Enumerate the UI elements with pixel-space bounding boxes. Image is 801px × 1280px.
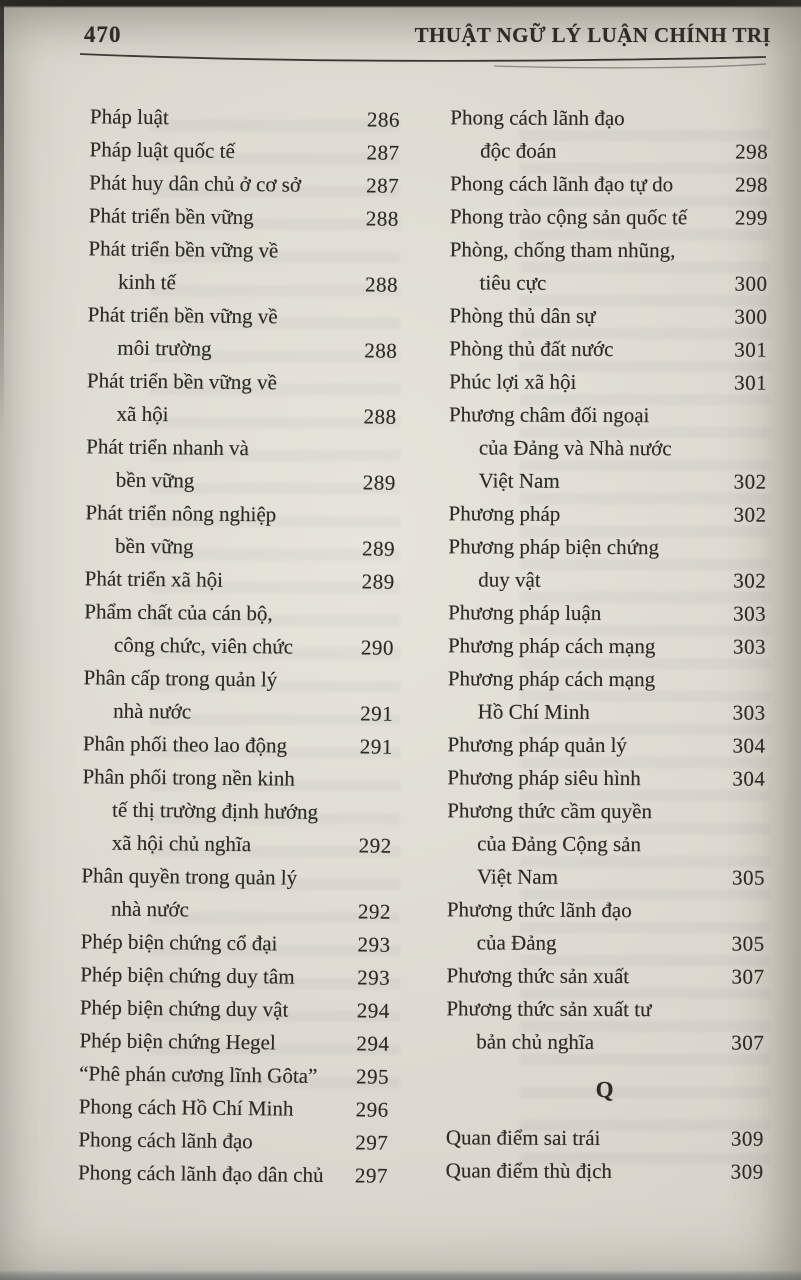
index-entry-line — [83, 661, 393, 698]
index-entry-line — [78, 1123, 388, 1160]
index-entry-line — [86, 397, 396, 434]
index-entry — [450, 167, 768, 201]
index-entry — [83, 661, 394, 731]
index-entry — [446, 959, 764, 993]
index-term: tế thị trường định hướng — [112, 797, 319, 824]
index-entry — [447, 728, 765, 762]
index-term: kinh tế — [117, 269, 177, 295]
index-term: Phong trào cộng sản quốc tế — [449, 204, 688, 230]
index-term: Phương pháp luận — [448, 600, 602, 625]
index-term: Phúc lợi xã hội — [449, 369, 577, 394]
index-term: Phương thức sản xuất tư — [446, 996, 652, 1022]
index-page-number: 304 — [732, 733, 766, 758]
index-term: Quan điểm thù địch — [445, 1158, 612, 1184]
index-page-number: 301 — [734, 337, 768, 362]
index-page-number: 300 — [734, 304, 768, 329]
index-entry-line — [80, 925, 390, 962]
index-entry — [448, 530, 766, 597]
index-page-number: 288 — [365, 206, 399, 231]
index-term: Phương châm đối ngoại — [448, 402, 650, 428]
index-page-number: 287 — [366, 173, 400, 198]
index-page-number: 302 — [733, 502, 767, 527]
photo-bottom-edge — [0, 1270, 801, 1280]
index-entry — [446, 1121, 764, 1155]
index-page-number: 289 — [361, 569, 395, 594]
index-entry — [448, 629, 766, 663]
index-entry-line — [88, 298, 398, 335]
index-term: Phân phối theo lao động — [82, 731, 288, 758]
index-page-number: 307 — [731, 964, 765, 989]
index-term: Phong cách lãnh đạo — [78, 1127, 253, 1154]
index-entry — [447, 794, 765, 894]
index-entry-line — [81, 859, 391, 896]
index-term: Phòng, chống tham nhũng, — [449, 237, 676, 263]
index-term: Phương pháp biện chứng — [448, 534, 660, 560]
index-entry — [89, 133, 399, 170]
index-term: nhà nước — [113, 698, 192, 724]
index-page-number: 286 — [366, 107, 401, 132]
index-entry-line — [86, 463, 396, 500]
index-page-number: 289 — [362, 470, 397, 495]
index-page-number: 304 — [732, 766, 766, 791]
photo-top-edge — [0, 0, 801, 8]
index-entry-line — [85, 562, 395, 599]
index-entry — [80, 958, 390, 995]
running-title: THUẬT NGỮ LÝ LUẬN CHÍNH TRỊ — [414, 23, 771, 47]
index-page-number: 287 — [366, 140, 400, 165]
index-entry-line — [80, 958, 390, 995]
index-entry-line — [450, 266, 768, 300]
section-letter: Q — [595, 1076, 615, 1103]
index-entry-line — [88, 232, 398, 269]
index-entry — [446, 1154, 764, 1188]
index-entry-line — [90, 100, 400, 137]
photo-left-edge — [0, 0, 4, 430]
index-page-number: 309 — [730, 1126, 764, 1151]
index-term: môi trường — [117, 335, 212, 361]
index-term: Phương thức sản xuất — [446, 963, 630, 989]
index-column-right — [446, 101, 769, 1188]
index-entry — [87, 298, 398, 368]
index-entry — [449, 299, 767, 333]
index-page-number: 297 — [354, 1163, 389, 1188]
index-entry-line — [85, 496, 395, 533]
index-term: Hồ Chí Minh — [477, 699, 590, 724]
index-term: Phương pháp cách mạng — [447, 666, 656, 692]
index-entry-line — [446, 1121, 764, 1155]
index-entry-line — [87, 331, 397, 368]
index-entry — [449, 398, 767, 498]
index-entry-line — [80, 991, 390, 1028]
index-page-number: 291 — [360, 701, 394, 726]
index-entry — [448, 497, 766, 531]
index-entry-line — [79, 1057, 389, 1094]
index-page-number: 291 — [359, 734, 394, 759]
index-term: Việt Nam — [476, 864, 559, 889]
index-term: Phong cách Hồ Chí Minh — [78, 1094, 294, 1121]
index-term: bản chủ nghĩa — [476, 1029, 595, 1054]
index-page-number: 292 — [357, 899, 392, 924]
index-entry-line — [449, 398, 767, 432]
index-term: Phương thức cầm quyền — [447, 798, 653, 824]
index-page-number: 303 — [732, 700, 766, 725]
index-page-number: 290 — [360, 635, 395, 660]
index-term: của Đảng — [476, 930, 557, 955]
index-term: Phân quyền trong quản lý — [81, 863, 298, 890]
index-page-number: 296 — [355, 1097, 389, 1122]
index-entry-line — [450, 167, 768, 201]
index-page-number: 297 — [355, 1130, 389, 1155]
index-entry — [78, 1156, 388, 1193]
index-entry-line — [450, 200, 768, 234]
index-entry-line — [449, 332, 767, 366]
index-term: Phát triển bền vững — [88, 203, 254, 230]
index-entry-line — [448, 629, 766, 663]
index-entry — [448, 662, 766, 729]
index-page-number: 292 — [358, 833, 392, 858]
index-entry — [83, 727, 393, 764]
index-entry-line — [82, 826, 392, 863]
index-entry-line — [446, 959, 764, 993]
index-page-number: 298 — [734, 172, 769, 197]
index-term: của Đảng Cộng sản — [477, 831, 642, 857]
index-entry — [89, 199, 399, 236]
index-entry-line — [84, 628, 394, 665]
index-page-number: 305 — [731, 865, 766, 890]
index-entry — [448, 596, 766, 630]
index-page-number: 298 — [735, 139, 769, 164]
index-term: độc đoán — [480, 138, 557, 163]
index-page-number: 288 — [364, 272, 399, 297]
index-term: Phương pháp siêu hình — [447, 765, 641, 791]
index-entry-line — [448, 563, 766, 597]
index-entry-line — [79, 1024, 389, 1061]
index-page-number: 293 — [357, 965, 391, 990]
index-entry-line — [78, 1156, 388, 1193]
index-entry-line — [446, 1154, 764, 1188]
index-term: xã hội chủ nghĩa — [111, 830, 252, 857]
index-entry — [447, 893, 765, 960]
index-page-number: 302 — [733, 568, 767, 593]
index-page-number: 307 — [731, 1030, 765, 1055]
index-term: nhà nước — [110, 896, 190, 922]
index-term: Phép biện chứng Hegel — [79, 1028, 276, 1055]
index-entry-line — [449, 299, 767, 333]
index-entry-line — [446, 1025, 764, 1059]
index-entry — [447, 761, 765, 795]
index-entry — [80, 991, 390, 1028]
index-term: Phát huy dân chủ ở cơ sở — [89, 170, 302, 197]
index-entry-line — [83, 727, 393, 764]
index-entry — [90, 100, 400, 137]
index-term: Phòng thủ đất nước — [449, 336, 614, 362]
index-entry-line — [79, 1090, 389, 1127]
index-term: Phát triển bền vững về — [87, 302, 278, 329]
index-term: duy vật — [478, 567, 541, 592]
index-term: Phẩm chất của cán bộ, — [84, 599, 273, 626]
index-term: Phát triển xã hội — [84, 566, 224, 592]
index-term: Phân phối trong nền kinh — [82, 764, 295, 791]
index-term: tiêu cực — [479, 270, 547, 295]
index-term: Phòng thủ dân sự — [449, 303, 596, 328]
index-entry-line — [89, 199, 399, 236]
index-term: Phương thức lãnh đạo — [446, 897, 632, 923]
index-page-number: 289 — [361, 536, 396, 561]
index-entry-line — [447, 893, 765, 927]
index-term: của Đảng và Nhà nước — [478, 435, 672, 461]
index-page-number: 305 — [731, 931, 765, 956]
index-entry-line — [84, 595, 394, 632]
index-term: Phép biện chứng duy vật — [79, 995, 289, 1022]
index-entry — [85, 496, 396, 566]
index-entry-line — [449, 464, 767, 498]
index-page-number: 303 — [732, 634, 767, 659]
index-entry — [82, 760, 393, 863]
index-term: Phát triển nông nghiệp — [85, 500, 277, 527]
index-page-number: 299 — [734, 205, 768, 230]
index-entry-line — [81, 892, 391, 929]
index-entry-line — [447, 860, 765, 894]
index-entry — [79, 1024, 389, 1061]
index-term: Phương pháp — [448, 501, 561, 526]
index-page-number: 294 — [356, 998, 391, 1023]
index-entry — [450, 233, 768, 300]
index-entry-line — [450, 233, 768, 267]
index-term: Phong cách lãnh đạo — [450, 105, 625, 131]
index-entry-line — [82, 760, 392, 797]
index-entry — [81, 859, 392, 929]
index-term: Phong cách lãnh đạo dân chủ — [77, 1160, 324, 1187]
header-rule — [74, 42, 774, 76]
index-term: Phát triển nhanh và — [86, 434, 250, 461]
index-entry-line — [86, 430, 396, 467]
index-entry-line — [447, 827, 765, 861]
index-entry-line — [82, 793, 392, 830]
index-term: “Phê phán cương lĩnh Gôta” — [79, 1061, 318, 1088]
index-term: Việt Nam — [478, 468, 560, 493]
index-term: Quan điểm sai trái — [445, 1125, 601, 1150]
index-page-number: 288 — [364, 338, 398, 363]
index-entry-line — [448, 596, 766, 630]
index-entry — [89, 166, 399, 203]
index-page-number: 300 — [734, 271, 768, 296]
index-entry — [79, 1090, 389, 1127]
index-term: Phép biện chứng duy tâm — [80, 962, 295, 989]
index-page-number: 301 — [734, 370, 768, 395]
index-term: xã hội — [116, 401, 169, 427]
index-entry-line — [448, 662, 766, 696]
index-page-number: 294 — [356, 1031, 390, 1056]
index-entry — [446, 992, 764, 1059]
index-page-number: 302 — [733, 469, 767, 494]
index-term: Pháp luật quốc tế — [89, 137, 235, 163]
index-entry — [449, 332, 767, 366]
index-page-number: 295 — [355, 1064, 390, 1089]
index-entry — [80, 925, 390, 962]
index-term: Phương pháp cách mạng — [447, 633, 656, 659]
index-entry — [78, 1123, 388, 1160]
index-entry-line — [449, 365, 767, 399]
index-entry — [86, 430, 397, 500]
index-entry — [85, 562, 395, 599]
index-term: công chức, viên chức — [113, 632, 294, 659]
index-entry-line — [85, 529, 395, 566]
index-entry-line — [447, 926, 765, 960]
index-entry — [86, 364, 397, 434]
index-entry — [84, 595, 395, 665]
index-entry — [88, 232, 399, 302]
index-term: bền vững — [115, 467, 195, 493]
index-page-number: 293 — [357, 932, 391, 957]
index-entry-line — [448, 695, 766, 729]
index-term: Phong cách lãnh đạo tự do — [449, 171, 674, 197]
index-page-number: 303 — [733, 601, 767, 626]
index-term: bền vững — [115, 533, 194, 559]
index-entry-line — [449, 431, 767, 465]
index-page-number: 288 — [363, 404, 397, 429]
index-entry-line — [89, 166, 399, 203]
index-entry-line — [450, 101, 768, 135]
index-entry-line — [448, 530, 766, 564]
index-entry-line — [450, 134, 768, 168]
index-entry — [449, 365, 767, 399]
index-entry — [450, 101, 768, 168]
index-term: Phép biện chứng cổ đại — [80, 929, 278, 956]
index-term: Phát triển bền vững về — [88, 236, 279, 263]
index-entry-line — [447, 761, 765, 795]
index-entry — [450, 200, 768, 234]
index-term: Pháp luật — [89, 104, 169, 130]
index-term: Phân cấp trong quản lý — [83, 665, 278, 692]
index-entry-line — [89, 133, 399, 170]
index-entry-line — [83, 694, 393, 731]
index-entry-line — [87, 364, 397, 401]
index-entry-line — [447, 794, 765, 828]
folio-page-number: 470 — [84, 22, 122, 47]
index-entry — [79, 1057, 389, 1094]
index-column-left — [78, 100, 400, 1192]
index-entry-line — [88, 265, 398, 302]
index-term: Phương pháp quản lý — [447, 732, 628, 758]
index-entry-line — [447, 728, 765, 762]
index-page-number: 309 — [730, 1159, 764, 1184]
index-entry-line — [448, 497, 766, 531]
index-entry-line — [446, 992, 764, 1026]
index-term: Phát triển bền vững về — [86, 368, 277, 395]
